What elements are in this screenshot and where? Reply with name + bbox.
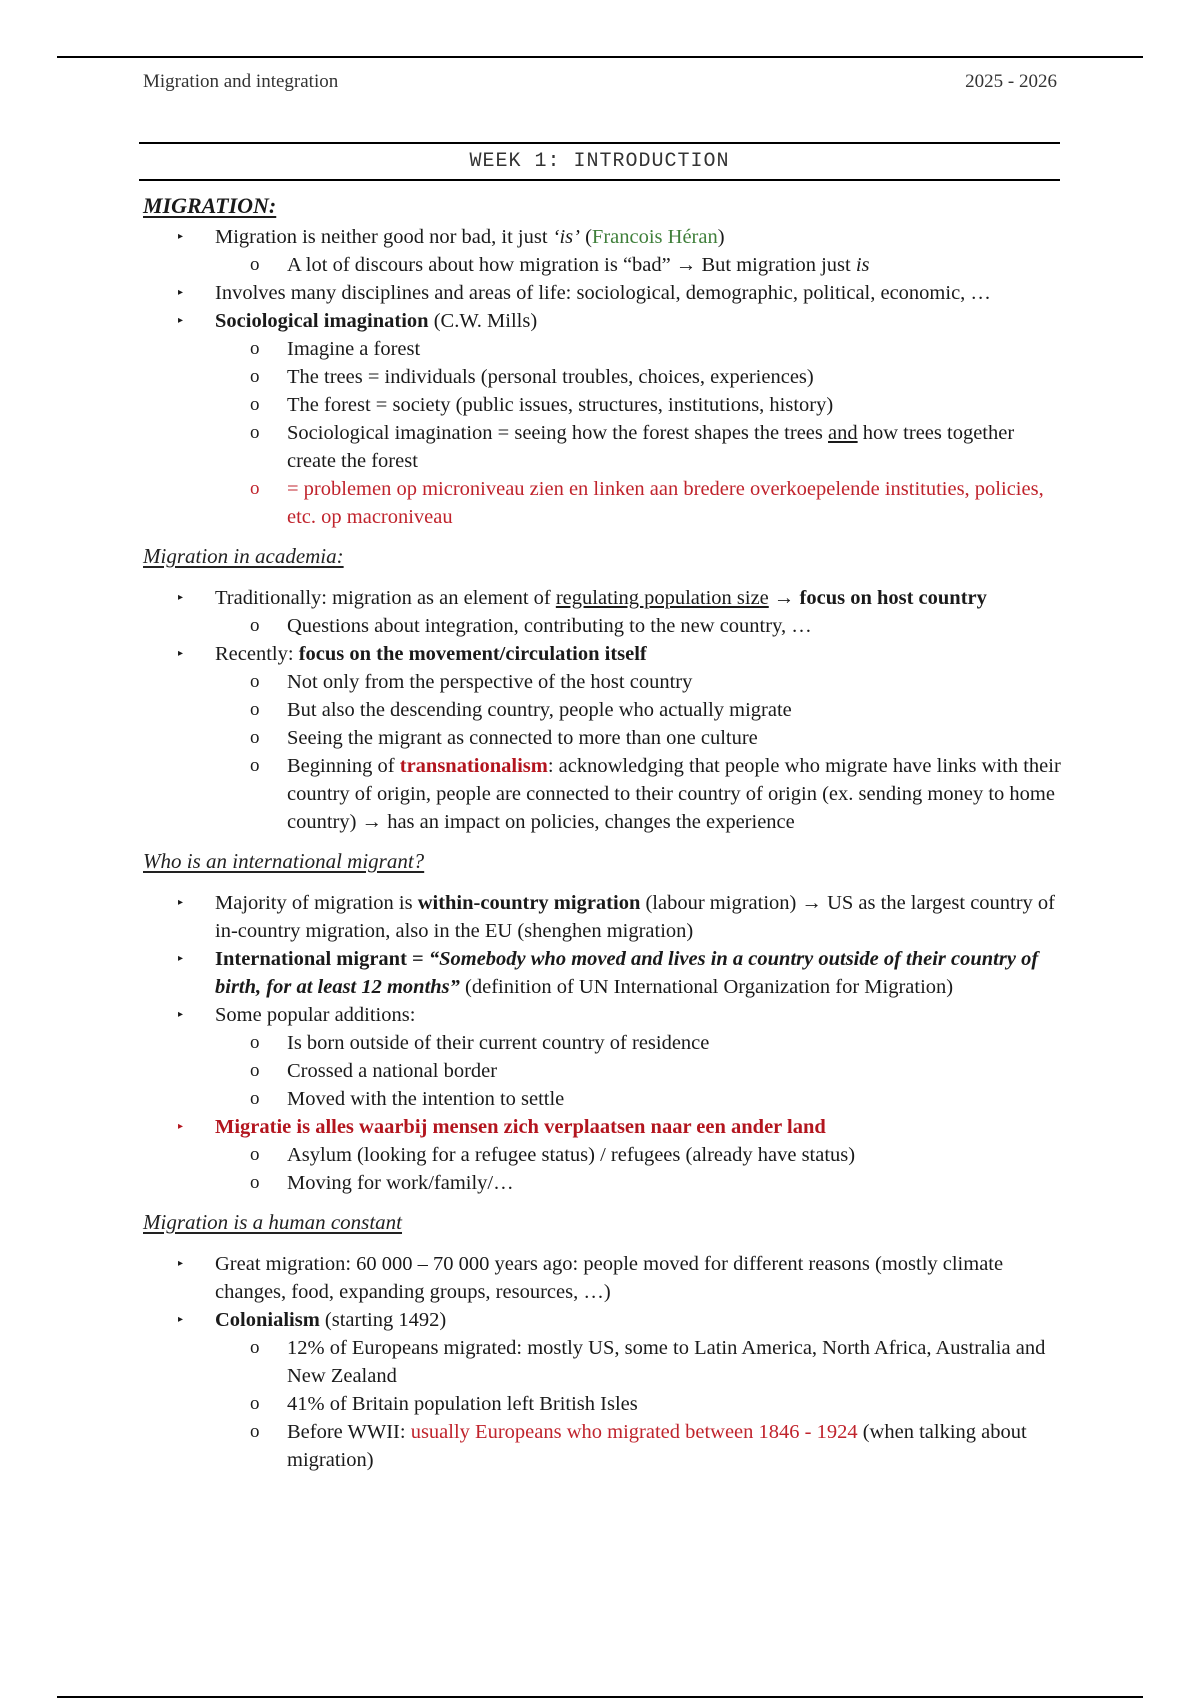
section-heading-migration: MIGRATION: <box>143 193 277 218</box>
title-box <box>139 142 1060 181</box>
bullet-marker: ▸ <box>178 287 184 298</box>
sub-list-item: o A lot of discours about how migration is “bad” → But migration just is <box>287 251 1063 279</box>
list-item: ▸ Migratie is alles waarbij mensen zich verplaatsen naar een ander land o Asylum (looking for a refugee status) / refugees (already have status) o Moving for work/family/… <box>215 1113 1063 1197</box>
sub-list-item: o But also the descending country, people who actually migrate <box>250 699 792 721</box>
bullet-marker: ▸ <box>178 231 184 242</box>
list-item: ▸ Colonialism (starting 1492) o 12% of Europeans migrated: mostly US, some to Latin America, North Africa, Australia and New Zealand o 41% of Britain population left British Isles o Before WWII: usually Europeans who migrated between 1846 - 1924 (when talking about migration) <box>215 1306 1063 1474</box>
top-rule <box>57 56 1143 58</box>
list-item: ▸ Sociological imagination (C.W. Mills) o Imagine a forest o The trees = individuals (personal troubles, choices, experiences) o The forest = society (public issues, structures, institutions, history) o Sociological imagination = seeing how the forest shapes the trees and how trees together create the forest o = problemen op microniveau zien en linken aan bredere overkoepelende instituties, policies, etc. op macroniveau <box>215 307 1063 531</box>
section-heading-academia: Migration in academia: <box>143 544 344 568</box>
header-year: 2025 - 2026 <box>965 71 1057 92</box>
term-transnationalism: transnationalism <box>399 755 548 777</box>
sub-list-item: o 41% of Britain population left British Isles <box>250 1393 638 1415</box>
page-title: WEEK 1: INTRODUCTION <box>469 150 730 173</box>
section-heading-human-constant: Migration is a human constant <box>143 1210 403 1234</box>
sub-list-item-note: o = problemen op microniveau zien en linken aan bredere overkoepelende instituties, policies, etc. op macroniveau <box>250 478 1044 528</box>
sub-list-item: o The forest = society (public issues, structures, institutions, history) <box>250 394 834 416</box>
bottom-rule <box>57 1696 1143 1698</box>
sub-list <box>215 1029 1063 1113</box>
header-course: Migration and integration <box>143 71 339 92</box>
sub-list-item: o Imagine a forest <box>250 338 421 360</box>
sub-list-item: o The trees = individuals (personal troubles, choices, experiences) <box>250 366 814 388</box>
document-body <box>143 189 1063 1486</box>
sub-list <box>215 612 1063 640</box>
sub-list-item: o Is born outside of their current country of residence <box>250 1032 710 1054</box>
list-item: ▸ Great migration: 60 000 – 70 000 years ago: people moved for different reasons (mostly climate changes, food, expanding groups, resources, …) <box>178 1253 1004 1303</box>
list-item: ▸ Migration is neither good nor bad, it just ‘is’ (Francois Héran) o A lot of discours about how migration is “bad” → But migration just is <box>215 223 1063 279</box>
bullet-list <box>143 889 1063 1197</box>
sub-list <box>215 1334 1063 1474</box>
sub-list-item: o Not only from the perspective of the host country <box>250 671 693 693</box>
sub-bullet-marker: o <box>250 254 260 275</box>
source-name: Francois Héran <box>591 226 718 248</box>
sub-list <box>215 1141 1063 1197</box>
sub-list <box>215 335 1063 531</box>
bullet-list <box>143 1250 1063 1474</box>
bullet-marker: ▸ <box>178 315 184 326</box>
sub-list-item: o Questions about integration, contributing to the new country, … <box>250 615 812 637</box>
list-item: ▸ International migrant = “Somebody who moved and lives in a country outside of their country of birth, for at least 12 months” (definition of UN International Organization for Migration) <box>178 948 1039 998</box>
section-heading-international-migrant: Who is an international migrant? <box>143 849 425 873</box>
list-item: ▸ Some popular additions: o Is born outside of their current country of residence o Crossed a national border o Moved with the intention to settle <box>215 1001 1063 1113</box>
sub-list <box>215 668 1063 836</box>
sub-list-item: o Crossed a national border <box>250 1060 498 1082</box>
list-item: ▸ Majority of migration is within-country migration (labour migration) → US as the largest country of in-country migration, also in the EU (shenghen migration) <box>178 892 1056 942</box>
sub-list-item: o Asylum (looking for a refugee status) / refugees (already have status) <box>250 1144 856 1166</box>
list-item: ▸ Recently: focus on the movement/circulation itself o Not only from the perspective of the host country o But also the descending country, people who actually migrate o Seeing the migrant as connected to more than one culture o Beginning of transnationalism: acknowledging that people who migrate have links with their country of origin, people are connected to their country of origin (ex. sending money to home country) → has an impact on policies, changes the experience <box>215 640 1063 836</box>
bullet-list <box>143 584 1063 836</box>
sub-list-item: o Seeing the migrant as connected to more than one culture <box>250 727 758 749</box>
dutch-definition: Migratie is alles waarbij mensen zich verplaatsen naar een ander land <box>215 1116 826 1138</box>
list-item: ▸ Involves many disciplines and areas of life: sociological, demographic, political, economic, … <box>215 279 1063 307</box>
list-item: ▸ Traditionally: migration as an element of regulating population size → focus on host country o Questions about integration, contributing to the new country, … <box>215 584 1063 640</box>
sub-list-item: o Sociological imagination = seeing how the forest shapes the trees and how trees together create the forest <box>250 422 1015 472</box>
sub-list-item: o Moved with the intention to settle <box>250 1088 565 1110</box>
sub-list-item: o Moving for work/family/… <box>250 1172 514 1194</box>
sub-list <box>215 251 1063 279</box>
sub-list-item: o Before WWII: usually Europeans who migrated between 1846 - 1924 (when talking about migration) <box>250 1421 1027 1471</box>
bullet-list <box>143 223 1063 531</box>
sub-list-item: o Beginning of transnationalism: acknowledging that people who migrate have links with their country of origin, people are connected to their country of origin (ex. sending money to home country) → has an impact on policies, changes the experience <box>250 755 1061 833</box>
sub-list-item: o 12% of Europeans migrated: mostly US, some to Latin America, North Africa, Australia and New Zealand <box>250 1337 1046 1387</box>
